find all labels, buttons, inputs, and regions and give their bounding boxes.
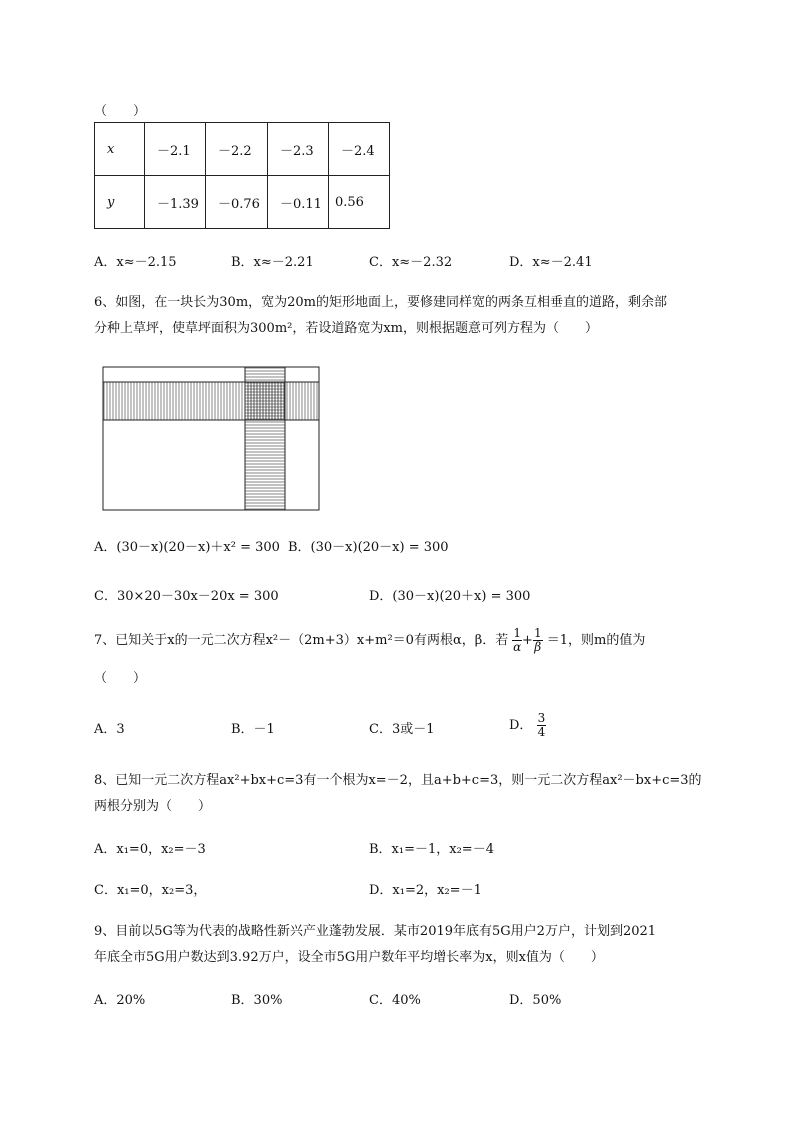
q7-option-d-fraction [537, 712, 547, 739]
q8-stem-line1: 8、已知一元二次方程ax²+bx+c=3有一个根为x=－2，且a+b+c=3，则一元二次方程ax²－bx+c=3的 [94, 773, 702, 788]
q9-stem-line2: 年底全市5G用户数达到3.92万户，设全市5G用户数年平均增长率为x，则x值为（ ） [94, 950, 604, 965]
q5-option-b[interactable]: B．x≈－2.21 [231, 255, 314, 270]
q8-stem-line2: 两根分别为（ ） [94, 799, 212, 814]
q5-option-a[interactable]: A．x≈－2.15 [94, 255, 177, 270]
horizontal-road [103, 382, 319, 420]
road-diagram [100, 364, 324, 514]
q6-option-d[interactable]: D．(30－x)(20＋x) = 300 [369, 589, 531, 604]
q7-option-c[interactable]: C．3或－1 [369, 722, 435, 737]
fraction-numerator: 1 [513, 626, 522, 640]
q7-fraction-1-over-beta [533, 627, 543, 654]
fraction-denominator: β [534, 640, 542, 654]
q7-stem-line1 [94, 626, 645, 656]
q6-stem-line1: 6、如图，在一块长为30m，宽为20m的矩形地面上，要修建同样宽的两条互相垂直的道路，剩余部 [94, 295, 668, 310]
table-row-x [95, 123, 390, 176]
q7-fraction-1-over-alpha [512, 627, 522, 654]
q9-option-a[interactable]: A．20% [94, 993, 146, 1008]
q8-option-a[interactable]: A．x₁=0，x₂=－3 [94, 842, 206, 857]
q8-option-b[interactable]: B．x₁=－1，x₂=－4 [369, 842, 494, 857]
table-cell: 0.56 [329, 176, 390, 229]
fraction-numerator: 1 [533, 626, 542, 640]
fraction-numerator: 3 [537, 711, 546, 725]
q8-option-d[interactable]: D．x₁=2，x₂=－1 [369, 883, 482, 898]
q5-option-d[interactable]: D．x≈－2.41 [509, 255, 593, 270]
q6-stem-line2: 分种上草坪，使草坪面积为300m²，若设道路宽为xm，则根据题意可列方程为（ ） [94, 321, 599, 336]
table-cell-y-label: y [95, 176, 145, 229]
q9-option-d[interactable]: D．50% [509, 993, 562, 1008]
q8-option-c[interactable]: C．x₁=0，x₂=3， [94, 883, 207, 898]
q6-option-a[interactable]: A．(30－x)(20－x)＋x² = 300 [94, 540, 280, 555]
fraction-denominator: α [513, 640, 522, 654]
plus-sign: + [522, 633, 533, 648]
fraction-denominator: 4 [537, 725, 546, 739]
q7-option-a[interactable]: A．3 [94, 722, 125, 737]
q7-option-d[interactable] [509, 708, 546, 744]
q7-option-b[interactable]: B．－1 [231, 722, 275, 737]
q9-option-b[interactable]: B．30% [231, 993, 283, 1008]
q7-answer-paren: （ ） [94, 671, 147, 686]
table-cell: －1.39 [145, 176, 206, 229]
q9-option-c[interactable]: C．40% [369, 993, 421, 1008]
table-cell: －0.76 [206, 176, 268, 229]
q5-answer-paren: （ ） [94, 104, 147, 119]
q6-option-c[interactable]: C．30×20－30x－20x = 300 [94, 589, 279, 604]
q9-stem-line1: 9、目前以5G等为代表的战略性新兴产业蓬勃发展．某市2019年底有5G用户2万户，计划到2021 [94, 924, 657, 939]
q7-stem-text-a: 7、已知关于x的一元二次方程x²－（2m+3）x+m²＝0有两根α，β．若 [94, 633, 509, 648]
table-cell: －2.1 [145, 123, 206, 176]
xy-value-table [94, 122, 390, 229]
q7-stem-text-b: ＝1，则m的值为 [546, 633, 646, 648]
table-cell: －2.3 [268, 123, 329, 176]
road-crossing [245, 382, 285, 420]
q7-option-d-label: D． [509, 718, 533, 733]
table-cell: －0.11 [268, 176, 329, 229]
table-cell: －2.4 [329, 123, 390, 176]
table-cell: －2.2 [206, 123, 268, 176]
table-cell-x-label: x [95, 123, 145, 176]
q5-option-c[interactable]: C．x≈－2.32 [369, 255, 453, 270]
table-row-y [95, 176, 390, 229]
q6-option-b[interactable]: B．(30－x)(20－x) = 300 [288, 540, 449, 555]
